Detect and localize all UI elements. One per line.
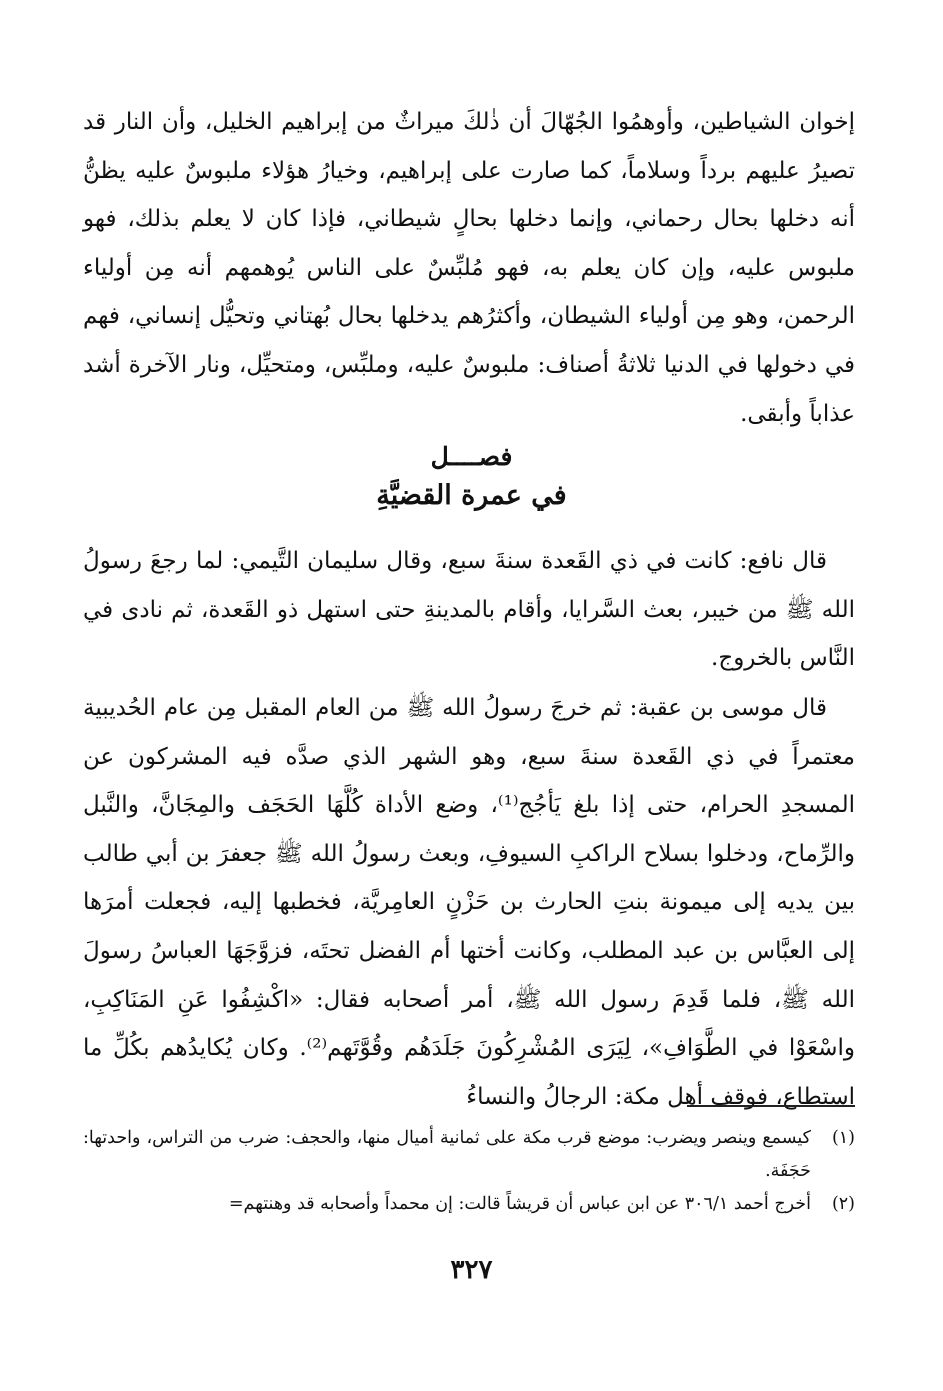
footnote-text: أخرج أحمد ٣٠٦/١ عن ابن عباس أن قريشاً قالت: إن محمداً وأصحابه قد وهنتهم= (228, 1194, 811, 1214)
footnote-number: (١) (831, 1128, 855, 1148)
footnote-number: (٢) (831, 1194, 855, 1214)
body-text-top (83, 98, 855, 438)
footnotes (83, 1122, 855, 1221)
footnote (83, 1188, 855, 1221)
body-text-middle (83, 537, 855, 683)
page-number: ٣٢٧ (450, 1255, 493, 1285)
paragraph: قال موسى بن عقبة: ثم خرجَ رسولُ الله ﷺ من العام المقبل مِن عام الحُديبية معتمراً في ذي القَعدة سنةَ سبع، وهو الشهر الذي صدَّه فيه المشركون عن المسجدِ الحرام، حتى إذا بلغ يَأجُج⁽¹⁾، وضع الأداة كُلَّهَا الحَجَف والمِجَانَّ، والنَّبل والرِّماح، ودخلوا بسلاح الراكبِ السيوفِ، وبعث رسولُ الله ﷺ جعفرَ بن أبي طالب بين يديه إلى ميمونة بنتِ الحارث بن حَزْنٍ العامِريَّة، فخطبها إليه، فجعلت أمرَها إلى العبَّاس بن عبد المطلب، وكانت أختها أم الفضل تحتَه، فزوَّجَهَا العباسُ رسولَ الله ﷺ، فلما قَدِمَ رسول الله ﷺ، أمر أصحابه فقال: «اكْشِفُوا عَنِ المَنَاكِبِ، واسْعَوْا في الطَّوَافِ»، لِيَرَى المُشْرِكُونَ جَلَدَهُم وقُوَّتَهم⁽²⁾. وكان يُكايدُهم بكُلِّ ما استطاع، فوقف أهل مكة: الرجالُ والنساءُ (83, 695, 856, 1110)
section-label: فصــــل (430, 442, 513, 471)
footnote-text: كيسمع وينصر ويضرب: موضع قرب مكة على ثمانية أميال منها، والحجف: ضرب من التراس، واحدتها: حَجَفَة. (83, 1128, 811, 1181)
footnote (83, 1122, 855, 1188)
section-title: في عمرة القضيَّةِ (376, 480, 567, 511)
footnote-divider (687, 1105, 855, 1107)
paragraph: قال نافع: كانت في ذي القَعدة سنةَ سبع، وقال سليمان التَّيمي: لما رجعَ رسولُ الله ﷺ من خيبر، بعث السَّرايا، وأقام بالمدينةِ حتى استهل ذو القَعدة، ثم نادى في النَّاس بالخروج. (83, 548, 855, 672)
paragraph: إخوان الشياطين، وأوهمُوا الجُهّالَ أن ذٰلكَ ميراثٌ من إبراهيم الخليل، وأن النار قد تصيرُ عليهم برداً وسلاماً، كما صارت على إبراهيم، وخيارُ هؤلاء ملبوسٌ عليه يظنُّ أنه دخلها بحال رحماني، وإنما دخلها بحالٍ شيطاني، فإذا كان لا يعلم بذلك، فهو ملبوس عليه، وإن كان يعلم به، فهو مُلبِّسٌ على الناس يُوهمهم أنه مِن أولياء الرحمن، وهو مِن أولياء الشيطان، وأكثرُهم يدخلها بحال بُهتاني وتحيُّل إنساني، فهم في دخولها في الدنيا ثلاثةُ أصناف: ملبوسٌ عليه، وملبِّس، ومتحيِّل، ونار الآخرة أشد عذاباً وأبقى. (83, 109, 855, 427)
body-text-bottom (83, 684, 855, 1121)
